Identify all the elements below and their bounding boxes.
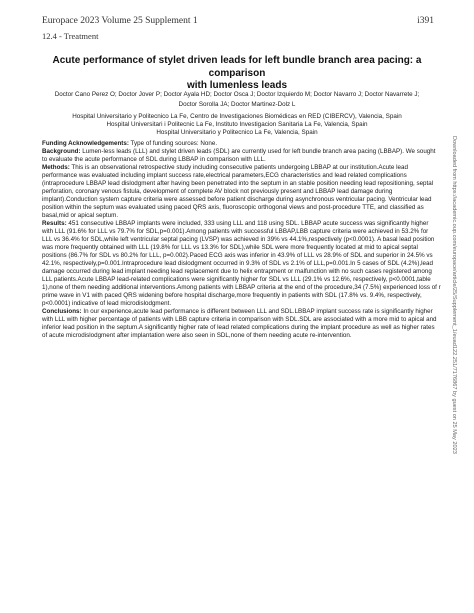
abstract-line (42, 324, 433, 332)
abstract-text: p<0.0001) indicative of lead microdislodgment. (42, 300, 172, 308)
abstract-line (42, 196, 433, 204)
author-line: Doctor Sorolla JA; Doctor Martinez-Dolz L (178, 100, 296, 108)
abstract-text: with LLL with higher percentage of patients with LBB capture criteria in comparison with SDL.SDL are associated with a more mid to apical and (42, 316, 437, 324)
abstract-line (42, 228, 433, 236)
abstract-line (42, 292, 433, 300)
abstract-text: damage occurred during lead implant needing lead replacement due to helix entrapment or malfunction with no such cases registered among (42, 268, 432, 276)
section-heading: Background: (42, 148, 81, 156)
abstract-text: performance was evaluated including implant success rate,electrical parameters,ECG characteristics and lead related complications (42, 172, 407, 180)
abstract-line (42, 300, 433, 308)
abstract-title (42, 55, 432, 93)
abstract-text: 1),none of them needing additional interventions.Among patients with LBBAP criteria at the end of the procedure,34 (7.5%) experienced loss of r (42, 284, 441, 292)
abstract-text: This is an observational retrospective study including consecutive patients undergoing LBBAP at our institution.Acute lead (69, 164, 408, 172)
abstract-line (42, 268, 433, 276)
abstract-line (42, 180, 433, 188)
abstract-text: inferior lead position in the septum.A significantly higher rate of lead related complications during the implant procedure as well as higher rates (42, 324, 435, 332)
abstract-line (42, 172, 433, 180)
abstract-line (42, 316, 437, 324)
abstract-text: was more frequently obtained with LLL (19.8% for LLL vs 13.3% for SDL),while SDL were more frequently located at mid to apical septal (42, 244, 418, 252)
author-list (42, 90, 432, 109)
journal-header: Europace 2023 Volume 25 Supplement 1 (42, 16, 198, 26)
abstract-line (42, 244, 433, 252)
abstract-text: position within the septum was evaluated using paced QRS axis, fluoroscopic orthogonal views and post-procedure TTE, and classified as (42, 204, 424, 212)
abstract-text: implant).Conduction system capture criteria were assessed before patient discharge during asynchronous ventricular pacing. Ventricular lead (42, 196, 432, 204)
page-number: i391 (417, 16, 434, 26)
abstract-line (42, 276, 433, 284)
affiliation: Hospital Universitario y Politecnico La Fe, Valencia, Spain (156, 129, 318, 137)
abstract-line (42, 260, 433, 268)
abstract-line (42, 212, 433, 220)
abstract-text: with LLL (91.6% for LLL vs 79.7% for SDL,p=0.001).Among patients with successful LBBAP,LBB capture criteria were achieved in 53.2% for (42, 228, 429, 236)
abstract-text: 451 consecutive LBBAP implants were included, 333 using LLL and 118 using SDL. LBBAP acute success was significantly higher (66, 220, 429, 228)
download-watermark: Downloaded from https://academic.oup.com/europace/article/25/Supplement_1/euad122.251/7176867 by guest on 25 May 2023 (451, 136, 457, 454)
abstract-text: Type of funding sources: None. (128, 140, 218, 147)
affiliation: Hospital Universitario y Politecnico La Fe, Centro de Investigaciones Biomédicas en RED (CIBERCV), Valencia, Spain (72, 113, 402, 120)
abstract-line (42, 252, 433, 260)
affiliation-list (42, 113, 432, 138)
abstract-line (42, 284, 441, 292)
abstract-text: basal,mid or apical septum. (42, 212, 119, 220)
section-heading: Funding Acknowledgements: (42, 140, 129, 147)
abstract-text: prime wave in V1 with paced QRS widening before hospital discharge,more frequently in patients with SDL (17.8% vs. 9.4%, respectively, (42, 292, 422, 300)
affiliation: Hospital Universitari i Politecnic La Fe, Instituto Investigacion Sanitaria La Fe, Valencia, Spain (106, 121, 368, 129)
abstract-line (42, 204, 433, 212)
title-line: Acute performance of stylet driven leads for left bundle branch area pacing: a comparison (52, 55, 422, 79)
abstract-text: to evaluate the acute performance of SDL during LBBAP in comparison with LLL. (42, 156, 266, 164)
abstract-line (42, 236, 433, 244)
abstract-line (42, 164, 433, 172)
abstract-text: LLL patients.Acute LBBAP lead-related complications were significantly higher for SDL vs LLL (29.1% vs 12.6%, respectively, p<0.0001,table (42, 276, 431, 284)
section-heading: Results: (42, 220, 67, 228)
abstract-text: In our experience,acute lead performance is different between LLL and SDL.LBBAP implant success rate is significantly higher (81, 308, 433, 316)
abstract-text: of acute microdislodgment after implantation were also seen in SDL,none of them needing acute re-intervention. (42, 332, 352, 340)
author-line: Doctor Cano Perez O; Doctor Jover P; Doctor Ayala HD; Doctor Osca J; Doctor Izquierdo M; Doctor Navarro J; Doctor Navarrete J; (54, 91, 420, 98)
abstract-text: Lumen-less leads (LLL) and stylet driven leads (SDL) are currently used for left bundle branch area pacing (LBBAP). We sought (80, 148, 436, 156)
abstract-line (42, 220, 433, 228)
abstract-text: positions (86.7% for SDL vs 80.2% for LLL, p=0.002).Paced ECG axis was inferior in 43.9% of LLL vs 28.9% of SDL and superior in 24.5% vs (42, 252, 433, 260)
title-line: with lumenless leads (186, 80, 288, 91)
abstract-line (42, 148, 436, 156)
abstract-line (42, 140, 433, 148)
section-heading: Conclusions: (42, 308, 82, 316)
abstract-line (42, 188, 433, 196)
abstract-line (42, 332, 433, 340)
abstract-body (42, 140, 441, 340)
abstract-line (42, 308, 433, 316)
abstract-text: LLL vs 36.4% for SDL,while left ventricular septal pacing (LVSP) was achieved in 39% vs 44.1%,respectively (p<0.0001). A basal lead position (42, 236, 435, 244)
section-heading: Methods: (42, 164, 70, 172)
abstract-text: 42.1%, respectively,p=0.001.Intraprocedure lead dislodgment occurred in 9.3% of SDL vs 2.1% of LLL,p=0.001.In 5 cases of SDL (4.2%),lead (42, 260, 433, 268)
abstract-text: (intraprocedure LBBAP lead dislodgment after having been penetrated into the septum in an stable position needing lead repositioning, septal (42, 180, 434, 188)
section-label: 12.4 - Treatment (42, 31, 99, 41)
abstract-line (42, 156, 433, 164)
abstract-text: perforation, coronary venous fistula, development of complete AV block not previously present and LBBAP lead damage during (42, 188, 393, 196)
